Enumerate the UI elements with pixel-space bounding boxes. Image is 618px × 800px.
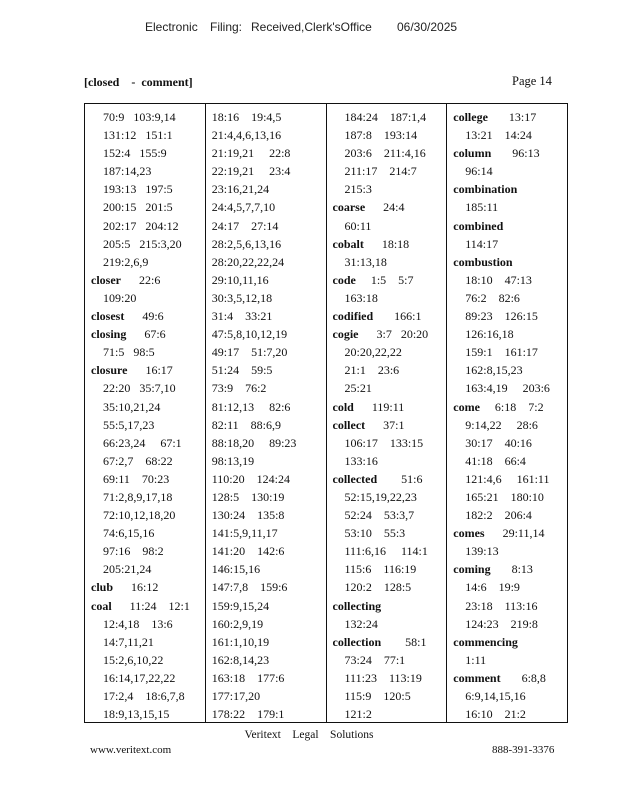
index-refs-line: 81:12,13 82:6 <box>211 399 291 414</box>
index-refs-line: 47:5,8,10,12,19 <box>211 327 288 342</box>
index-refs-line: 20:20,22,22 <box>344 345 402 360</box>
index-column-2 <box>206 104 327 722</box>
index-refs-line: 82:11 88:6,9 <box>211 417 281 432</box>
index-refs-line: 71:5 98:5 <box>103 345 155 360</box>
index-refs-line: 163:4,19 203:6 <box>465 381 550 396</box>
index-term-label: come <box>453 399 480 414</box>
index-refs-line: 109:20 <box>103 290 137 305</box>
index-term-label: closing <box>91 327 127 342</box>
index-term <box>91 578 205 596</box>
index-refs-line: 139:13 <box>465 544 499 559</box>
banner-filing: Filing: <box>210 20 243 34</box>
index-refs-line: 215:3 <box>344 182 372 197</box>
index-term-refs: 16:17 <box>127 363 173 378</box>
index-refs-line: 106:17 133:15 <box>344 435 424 450</box>
index-term <box>333 198 447 216</box>
index-refs-line: 1:11 <box>465 652 487 667</box>
index-refs-line: 205:21,24 <box>103 562 152 577</box>
index-term <box>333 325 447 343</box>
index-term-label: cobalt <box>332 236 364 251</box>
index-refs-line: 66:23,24 67:1 <box>103 435 182 450</box>
index-refs-line: 132:24 <box>344 616 378 631</box>
index-refs-line: 111:23 113:19 <box>344 670 422 685</box>
index-refs-line: 97:16 98:2 <box>103 544 164 559</box>
index-term-refs: 8:13 <box>490 562 533 577</box>
index-refs-line: 159:9,15,24 <box>211 598 270 613</box>
index-refs-line: 160:2,9,19 <box>211 616 264 631</box>
index-term <box>453 144 567 162</box>
index-refs-line: 128:5 130:19 <box>211 489 285 504</box>
index-term <box>333 235 447 253</box>
index-refs-line: 114:17 <box>465 236 499 251</box>
index-term-refs: 96:13 <box>491 146 540 161</box>
index-term-refs: 58:1 <box>381 634 427 649</box>
index-refs-line: 14:6 19:9 <box>465 580 520 595</box>
index-term <box>453 669 567 687</box>
index-term-label: column <box>453 146 492 161</box>
index-term <box>333 633 447 651</box>
index-refs-line: 12:4,18 13:6 <box>103 616 173 631</box>
index-refs-line: 29:10,11,16 <box>211 272 269 287</box>
index-refs-line: 161:1,10,19 <box>211 634 270 649</box>
index-refs-line: 187:8 193:14 <box>344 128 418 143</box>
index-term-label: coming <box>453 562 491 577</box>
index-refs-line: 23:18 113:16 <box>465 598 538 613</box>
index-refs-line: 98:13,19 <box>211 453 255 468</box>
index-refs-line: 152:4 155:9 <box>103 146 167 161</box>
word-index-table <box>84 103 568 723</box>
banner-received: Received,Clerk'sOffice <box>251 20 372 34</box>
index-refs-line: 31:4 33:21 <box>211 309 273 324</box>
index-term <box>333 307 447 325</box>
index-refs-line: 55:5,17,23 <box>103 417 155 432</box>
index-term-label: collect <box>332 417 366 432</box>
index-refs-line: 28:20,22,22,24 <box>211 254 285 269</box>
index-term <box>91 597 205 615</box>
index-refs-line: 22:20 35:7,10 <box>103 381 176 396</box>
index-refs-line: 23:16,21,24 <box>211 182 270 197</box>
index-refs-line: 124:23 219:8 <box>465 616 538 631</box>
index-refs-line: 73:24 77:1 <box>344 652 406 667</box>
index-term <box>91 361 205 379</box>
index-refs-line: 163:18 <box>344 290 378 305</box>
index-refs-line: 163:18 177:6 <box>211 670 285 685</box>
index-term <box>333 597 447 615</box>
index-term-label: coal <box>91 598 112 613</box>
index-refs-line: 96:14 <box>465 164 493 179</box>
index-term <box>453 108 567 126</box>
index-refs-line: 72:10,12,18,20 <box>103 508 176 523</box>
index-term-label: commencing <box>453 634 518 649</box>
index-term-label: collected <box>332 471 378 486</box>
footer-company: Veritext Legal Solutions <box>244 729 374 741</box>
index-refs-line: 69:11 70:23 <box>103 471 170 486</box>
index-term-label: closest <box>91 309 125 324</box>
index-term-label: code <box>332 272 356 287</box>
index-refs-line: 178:22 179:1 <box>211 707 285 722</box>
index-refs-line: 67:2,7 68:22 <box>103 453 173 468</box>
banner-date: 06/30/2025 <box>397 20 458 34</box>
index-term-label: collection <box>332 634 382 649</box>
index-term-refs: 3:7 20:20 <box>358 327 429 342</box>
index-refs-line: 14:7,11,21 <box>103 634 154 649</box>
index-refs-line: 115:9 120:5 <box>344 689 411 703</box>
index-term <box>453 560 567 578</box>
index-refs-line: 71:2,8,9,17,18 <box>103 489 173 504</box>
index-refs-line: 159:1 161:17 <box>465 345 538 360</box>
index-term-label: comment <box>453 670 501 685</box>
index-refs-line: 16:14,17,22,22 <box>103 670 176 685</box>
index-refs-line: 89:23 126:15 <box>465 309 538 324</box>
index-term-label: combustion <box>453 254 513 269</box>
index-range: [closed - comment] <box>84 75 193 89</box>
index-term-label: collecting <box>332 598 382 613</box>
index-term-refs: 119:11 <box>353 399 405 414</box>
index-term <box>333 271 447 289</box>
index-refs-line: 25:21 <box>344 381 372 396</box>
index-term <box>453 253 567 271</box>
index-term-label: closer <box>91 272 121 287</box>
index-refs-line: 141:5,9,11,17 <box>211 526 278 541</box>
index-refs-line: 18:9,13,15,15 <box>103 707 170 722</box>
index-term-refs: 16:12 <box>113 580 159 595</box>
index-term-refs: 24:4 <box>365 200 405 215</box>
index-refs-line: 182:2 206:4 <box>465 508 532 523</box>
index-refs-line: 9:14,22 28:6 <box>465 417 538 432</box>
index-refs-line: 187:14,23 <box>103 164 152 179</box>
index-refs-line: 111:6,16 114:1 <box>344 544 428 559</box>
index-refs-line: 147:7,8 159:6 <box>211 580 288 595</box>
index-column-3 <box>327 104 448 722</box>
index-term-refs: 18:18 <box>363 236 410 251</box>
index-refs-line: 73:9 76:2 <box>211 381 267 396</box>
index-refs-line: 52:15,19,22,23 <box>344 489 417 504</box>
index-refs-line: 200:15 201:5 <box>103 200 173 215</box>
index-term-refs: 11:24 12:1 <box>111 598 190 613</box>
index-term-label: coarse <box>332 200 366 215</box>
index-term <box>91 307 205 325</box>
banner-electronic: Electronic <box>145 20 198 34</box>
index-refs-line: 70:9 103:9,14 <box>103 110 176 124</box>
index-refs-line: 162:8,15,23 <box>465 363 523 378</box>
index-term <box>453 217 567 235</box>
index-term <box>333 470 447 488</box>
index-refs-line: 6:9,14,15,16 <box>465 689 526 703</box>
index-refs-line: 193:13 197:5 <box>103 182 173 197</box>
index-term-refs: 67:6 <box>126 327 166 342</box>
index-refs-line: 177:17,20 <box>211 689 261 703</box>
index-refs-line: 35:10,21,24 <box>103 399 161 414</box>
index-refs-line: 185:11 <box>465 200 499 215</box>
index-refs-line: 41:18 66:4 <box>465 453 526 468</box>
index-refs-line: 16:10 21:2 <box>465 707 526 722</box>
index-refs-line: 110:20 124:24 <box>211 471 290 486</box>
index-term <box>453 180 567 198</box>
index-term-label: codified <box>332 309 374 324</box>
index-term-refs: 29:11,14 <box>484 526 545 541</box>
index-term-refs: 166:1 <box>373 309 422 324</box>
index-refs-line: 121:2 <box>344 707 372 722</box>
index-refs-line: 31:13,18 <box>344 254 387 269</box>
index-column-4 <box>447 104 567 722</box>
index-refs-line: 76:2 82:6 <box>465 290 520 305</box>
index-refs-line: 53:10 55:3 <box>344 526 406 541</box>
index-refs-line: 130:24 135:8 <box>211 508 285 523</box>
index-term <box>91 325 205 343</box>
index-column-1 <box>85 104 206 722</box>
index-refs-line: 30:3,5,12,18 <box>211 290 273 305</box>
index-refs-line: 165:21 180:10 <box>465 489 544 504</box>
index-term-label: club <box>91 580 114 595</box>
index-term-refs: 13:17 <box>487 110 537 124</box>
index-term-refs: 49:6 <box>124 309 164 324</box>
index-refs-line: 203:6 211:4,16 <box>344 146 426 161</box>
index-refs-line: 205:5 215:3,20 <box>103 236 182 251</box>
index-refs-line: 52:24 53:3,7 <box>344 508 415 523</box>
index-term-label: combination <box>453 182 518 197</box>
index-refs-line: 88:18,20 89:23 <box>211 435 297 450</box>
index-refs-line: 49:17 51:7,20 <box>211 345 288 360</box>
footer-phone: 888-391-3376 <box>492 744 555 756</box>
index-refs-line: 60:11 <box>344 218 372 233</box>
index-term-refs: 22:6 <box>120 272 161 287</box>
index-refs-line: 131:12 151:1 <box>103 128 173 143</box>
index-refs-line: 21:1 23:6 <box>344 363 400 378</box>
index-refs-line: 21:19,21 22:8 <box>211 146 291 161</box>
footer-website: www.veritext.com <box>90 744 172 756</box>
index-refs-line: 74:6,15,16 <box>103 526 155 541</box>
index-refs-line: 18:10 47:13 <box>465 272 532 287</box>
index-term <box>453 633 567 651</box>
index-refs-line: 18:16 19:4,5 <box>211 110 282 124</box>
index-refs-line: 21:4,4,6,13,16 <box>211 128 282 143</box>
index-term <box>453 398 567 416</box>
index-term <box>453 524 567 542</box>
index-refs-line: 30:17 40:16 <box>465 435 532 450</box>
index-term-refs: 6:8,8 <box>500 670 546 685</box>
index-refs-line: 24:4,5,7,7,10 <box>211 200 276 215</box>
index-term-label: cold <box>332 399 354 414</box>
index-refs-line: 13:21 14:24 <box>465 128 532 143</box>
page-number: Page 14 <box>512 74 552 88</box>
index-term-refs: 51:6 <box>377 471 423 486</box>
index-refs-line: 28:2,5,6,13,16 <box>211 236 282 251</box>
index-refs-line: 120:2 128:5 <box>344 580 412 595</box>
index-refs-line: 115:6 116:19 <box>344 562 417 577</box>
index-refs-line: 146:15,16 <box>211 562 261 577</box>
index-term <box>333 398 447 416</box>
index-refs-line: 24:17 27:14 <box>211 218 279 233</box>
index-refs-line: 126:16,18 <box>465 327 514 342</box>
index-term-refs: 37:1 <box>365 417 405 432</box>
index-refs-line: 121:4,6 161:11 <box>465 471 550 486</box>
index-term-refs: 6:18 7:2 <box>479 399 544 414</box>
index-refs-line: 51:24 59:5 <box>211 363 273 378</box>
index-refs-line: 141:20 142:6 <box>211 544 285 559</box>
index-term-label: cogie <box>332 327 359 342</box>
index-term <box>91 271 205 289</box>
index-term-refs: 1:5 5:7 <box>355 272 414 287</box>
index-term-label: comes <box>453 526 485 541</box>
index-refs-line: 17:2,4 18:6,7,8 <box>103 689 185 703</box>
index-refs-line: 133:16 <box>344 453 378 468</box>
index-term-label: combined <box>453 218 504 233</box>
index-refs-line: 162:8,14,23 <box>211 652 270 667</box>
filing-banner <box>0 20 618 38</box>
index-term <box>333 416 447 434</box>
index-refs-line: 211:17 214:7 <box>344 164 417 179</box>
index-term-label: college <box>453 110 488 124</box>
index-term-label: closure <box>91 363 128 378</box>
index-refs-line: 15:2,6,10,22 <box>103 652 164 667</box>
index-refs-line: 219:2,6,9 <box>103 254 149 269</box>
index-refs-line: 202:17 204:12 <box>103 218 179 233</box>
index-refs-line: 184:24 187:1,4 <box>344 110 427 124</box>
index-refs-line: 22:19,21 23:4 <box>211 164 291 179</box>
